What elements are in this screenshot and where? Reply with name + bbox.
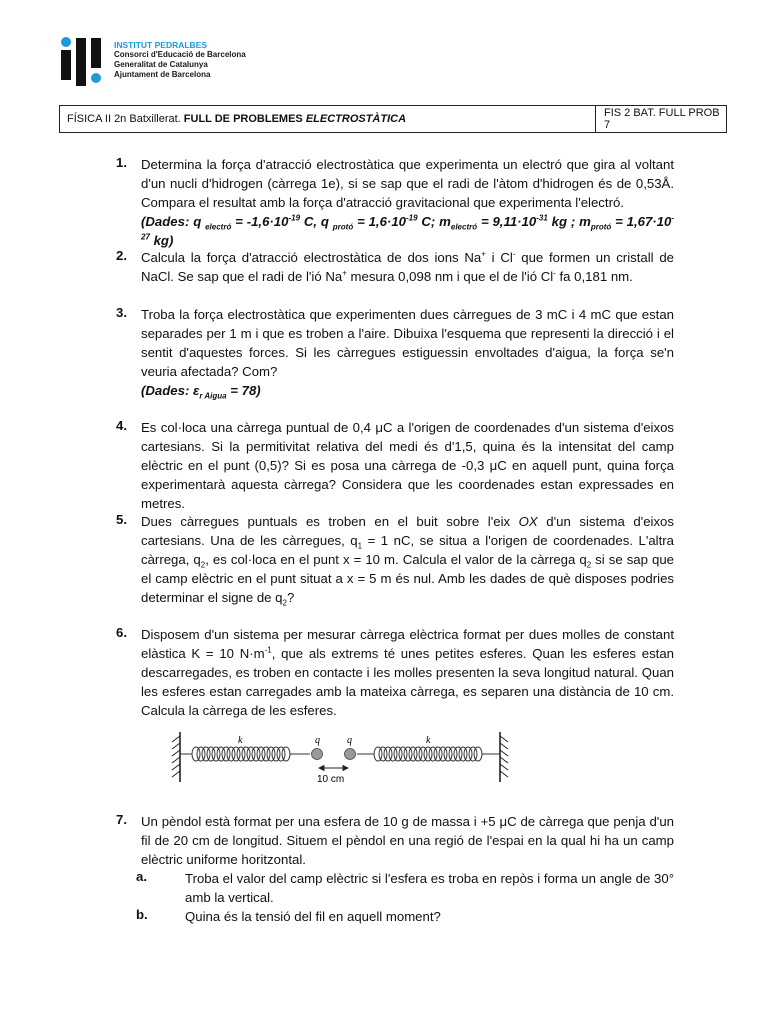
left-spring (180, 747, 310, 761)
sub-question-b (116, 907, 674, 926)
problem-number: 4. (116, 418, 127, 433)
problem-text: Determina la força d'atracció electrostàtica que experimenta un electró que gira al voltant d'un nucli d'hidrogen (càrrega 1e), si se sap que el radi de l'àtom d'hidrogen és de 0,53Å. Compara el resultat amb la força d'atracció gravitacional que experimenta l'electró. (Dades: q $_{electró} = -1,6\cdot 10^{-19}$ C, q $_{protó} = 1,6\cdot 10^{-19}$ C; $m_{electró} = 9,11\cdot 10^{-31}$ kg ; $m_{protó} = 1,67\cdot 10^{-27}$ kg) (141, 157, 675, 248)
sub-letter: a. (136, 869, 147, 884)
problem-3 (116, 305, 674, 400)
subject-prefix: FÍSICA II 2n Batxillerat. (67, 113, 184, 125)
problem-number: 7. (116, 812, 127, 827)
problem-data: (Dades: q $_{electró} = -1,6\cdot 10^{-19}$ C, q $_{protó} = 1,6\cdot 10^{-19}$ C; $m_{electró} = 9,11\cdot 10^{-31}$ kg ; $m_{protó} = 1,67\cdot 10^{-27}$ kg) (141, 213, 675, 248)
problem-number: 3. (116, 305, 127, 320)
problem-text: Calcula la força d'atracció electrostàtica de dos ions Na+ i Cl- que formen un cristall de NaCl. Se sap que el radi de l'ió Na+ mesura 0,098 nm i que el de l'ió Cl- fa 0,181 nm. (141, 249, 674, 284)
problem-number: 6. (116, 625, 127, 640)
institut-logo (60, 36, 110, 88)
problem-text: Troba la força electrostàtica que experimenten dues càrregues de 3 mC i 4 mC que estan separades per 1 m i que es troben a l'aire. Dibuixa l'esquema que representi la direcció i el sentit d'aquestes forces. Si les càrregues estiguessin envoltades d'aigua, la força se'n veuria afectada? Com? (Dades: $\varepsilon_{r Aigua} = 78$) (141, 307, 674, 401)
sub-text: Troba el valor del camp elèctric si l'esfera es troba en repòs i forma un angle de 30° amb la vertical. (185, 871, 674, 905)
sub-letter: b. (136, 907, 148, 922)
generalitat-line: Generalitat de Catalunya (114, 60, 208, 69)
problem-number: 5. (116, 512, 127, 527)
ajuntament-line: Ajuntament de Barcelona (114, 70, 211, 79)
right-wall (500, 732, 508, 782)
left-sphere (312, 749, 323, 760)
right-spring-label: k (426, 735, 431, 746)
problem-number: 2. (116, 248, 127, 263)
problem-text: Un pèndol està format per una esfera de 10 g de massa i +5 μC de càrrega que penja d'un fil de 20 cm de longitud. Situem el pèndol en una regió de l'espai en la qual hi ha un camp elèctric uniforme horitzontal. (141, 814, 674, 867)
problem-7 (116, 812, 674, 926)
institut-name-block (114, 40, 246, 80)
right-sphere (345, 749, 356, 760)
subject-topic: ELECTROSTÀTICA (305, 113, 407, 125)
document-title (60, 113, 595, 125)
right-charge-label: q (347, 735, 352, 746)
left-spring-label: k (238, 735, 243, 746)
document-code: FIS 2 BAT. FULL PROB 7 (595, 106, 726, 132)
distance-arrow (319, 766, 348, 771)
left-wall (172, 732, 180, 782)
problem-4 (116, 418, 674, 513)
problem-text: Disposem d'un sistema per mesurar càrrega elèctrica format per dues molles de constant elàstica K = 10 $N\cdot m^{-1}$, que als extrems té unes petites esferes. Quan les esferes estan descarregades, es troben en contacte i les molles presenten la seva longitud natural. Quan les esferes estan carregades amb la mateixa càrrega, es separen una distància de 10 cm. Calcula la càrrega de les esferes. (141, 627, 674, 718)
problem-data: (Dades: $\varepsilon_{r Aigua} = 78$) (141, 383, 261, 401)
problem-1 (116, 155, 674, 250)
problem-6 (116, 625, 674, 720)
institut-name: INSTITUT PEDRALBES (114, 40, 208, 50)
problem-text: Dues càrregues puntuals es troben en el buit sobre l'eix OX d'un sistema d'eixos cartesians. Una de les càrregues, $q_1 = 1$ nC, se situa a l'origen de coordenades. L'altra càrrega, $q_2$, es col·loca en el punt x = 10 m. Calcula el valor de la càrrega $q_2$ si se sap que el camp elèctric en el punt situat a x = 5 m és nul. Amb les dades de què disposes podries determinar el signe de $q_2$? (141, 514, 674, 608)
problem-5 (116, 512, 674, 607)
problem-2 (116, 248, 674, 286)
distance-label: 10 cm (317, 774, 345, 785)
sub-text: Quina és la tensió del fil en aquell moment? (185, 909, 441, 924)
consorci-line: Consorci d'Educació de Barcelona (114, 50, 246, 59)
right-spring (357, 747, 500, 761)
sub-question-a (116, 869, 674, 907)
problem-text: Es col·loca una càrrega puntual de 0,4 μC a l'origen de coordenades d'un sistema d'eixos cartesians. Si la permitivitat relativa del medi és d'1,5, quina és la intensitat del camp elèctric en el punt (0,5)? Si es posa una càrrega de -0,3 μC en aquell punt, quina força experimentarà aquesta càrrega? Considera que les coordenades estan expressades en metres. (141, 420, 674, 511)
subject-bold: FULL DE PROBLEMES (183, 113, 306, 125)
springs-figure (150, 730, 515, 786)
document-title-box (59, 105, 727, 133)
left-charge-label: q (315, 735, 320, 746)
problem-number: 1. (116, 155, 127, 170)
